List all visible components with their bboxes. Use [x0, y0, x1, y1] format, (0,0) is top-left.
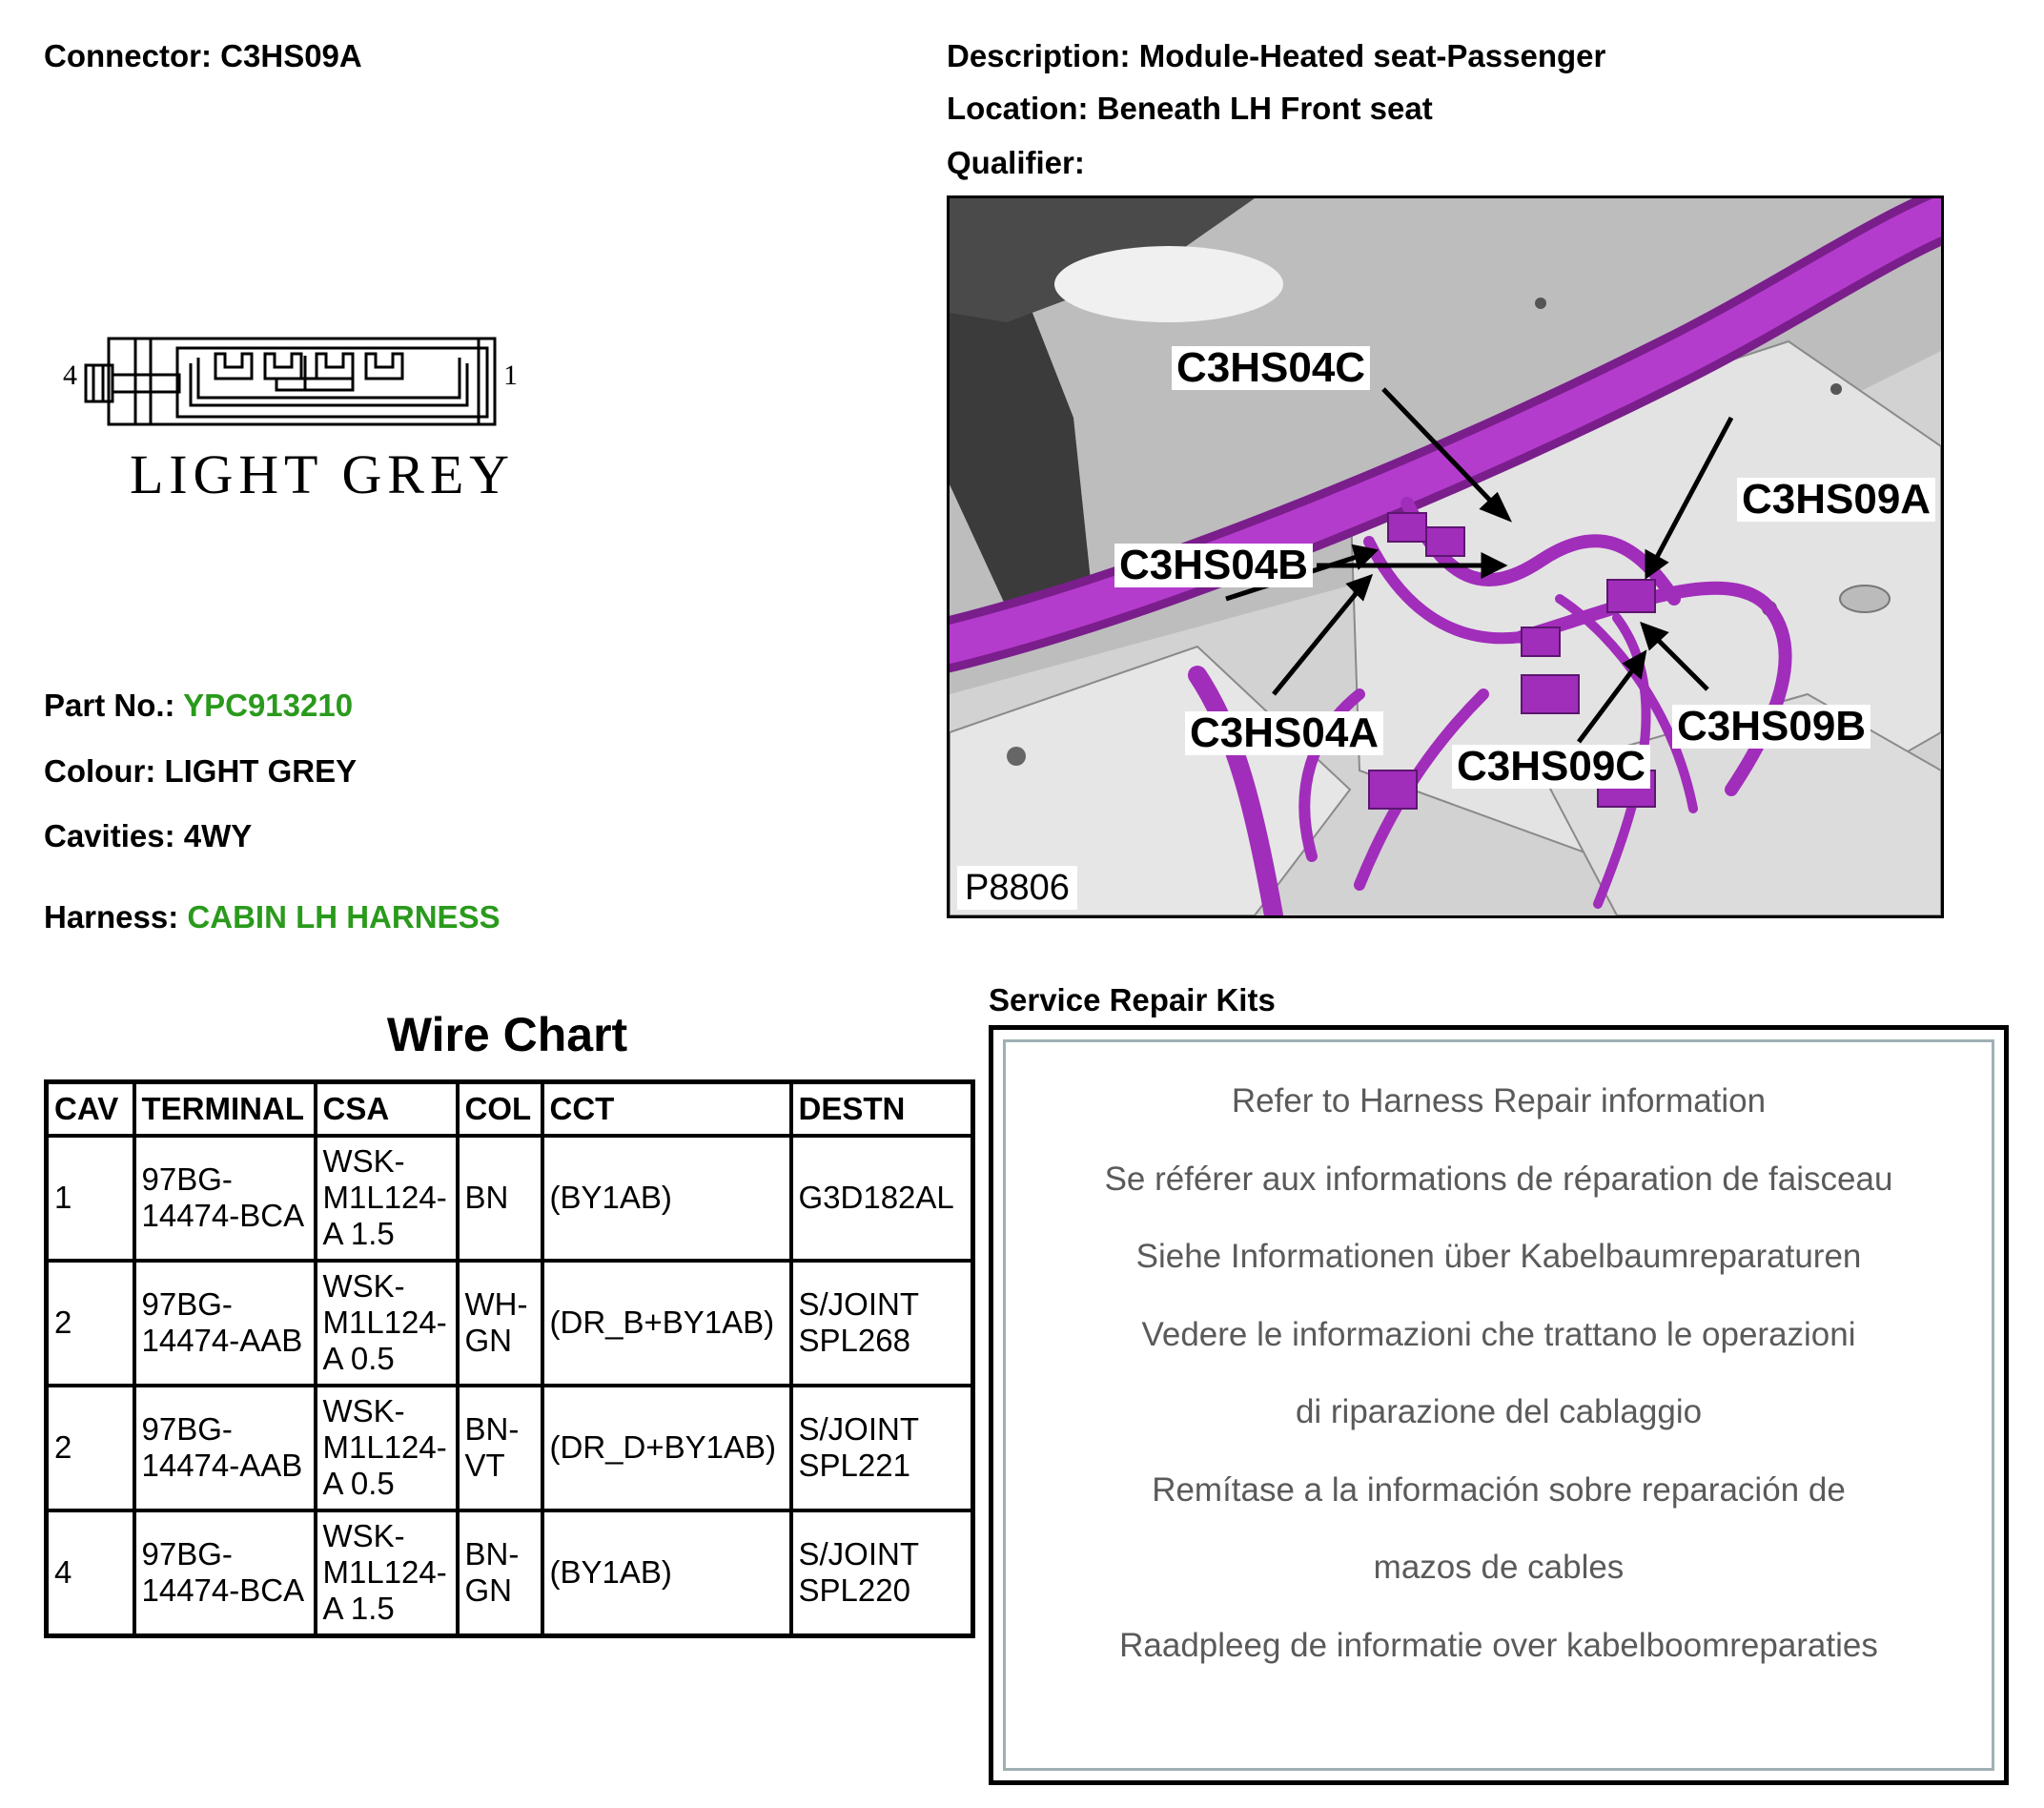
description-line	[947, 38, 1605, 74]
header-destn: DESTN	[791, 1082, 973, 1137]
cell-terminal-line: 97BG-	[141, 1411, 233, 1448]
service-repair-kits-box	[989, 1025, 2009, 1785]
part-number-line	[44, 688, 353, 724]
callout-c3hs09a: C3HS09A	[1737, 478, 1935, 522]
cell-csa-line: M1L124-	[322, 1305, 447, 1341]
harness-line	[44, 899, 501, 935]
cell-col-line: GN	[464, 1323, 512, 1359]
colour-label: Colour:	[44, 753, 156, 789]
connector-label: Connector:	[44, 38, 212, 73]
connector-value: C3HS09A	[220, 38, 362, 73]
table-header-row	[47, 1082, 973, 1137]
cell-csa-line: WSK-	[322, 1143, 405, 1180]
cell-col-line: BN	[464, 1180, 509, 1216]
cavities-line	[44, 818, 252, 854]
colour-value: LIGHT GREY	[164, 753, 358, 789]
cell-csa	[316, 1386, 458, 1510]
cell-terminal	[134, 1386, 316, 1510]
wire-chart-body	[47, 1136, 973, 1636]
cell-terminal-line: 97BG-	[141, 1536, 233, 1572]
cell-cct: (DR_B+BY1AB)	[542, 1261, 791, 1386]
cell-csa-line: A 0.5	[322, 1466, 395, 1502]
table-row	[47, 1261, 973, 1386]
repair-info-line: Siehe Informationen über Kabelbaumreparaturen	[1135, 1238, 1862, 1275]
cell-terminal-line: 14474-AAB	[141, 1448, 303, 1484]
pin-1-label: 1	[503, 360, 518, 391]
cell-col-line: VT	[464, 1448, 505, 1484]
description-label: Description:	[947, 38, 1131, 73]
service-repair-kits-text	[1006, 1079, 1992, 1700]
cell-cav: 1	[47, 1136, 134, 1261]
cell-col	[458, 1136, 542, 1261]
cell-cav: 2	[47, 1261, 134, 1386]
cell-destn	[791, 1261, 973, 1386]
cell-col	[458, 1261, 542, 1386]
cell-csa-line: M1L124-	[322, 1180, 447, 1216]
cell-destn-line: SPL220	[798, 1572, 910, 1609]
harness-link[interactable]: CABIN LH HARNESS	[187, 899, 501, 935]
cell-terminal-line: 14474-AAB	[141, 1323, 303, 1359]
cell-destn-line: SPL268	[798, 1323, 910, 1359]
table-row	[47, 1386, 973, 1510]
table-row	[47, 1136, 973, 1261]
cell-col	[458, 1510, 542, 1636]
callout-c3hs09c: C3HS09C	[1452, 745, 1650, 789]
cell-destn-line: SPL221	[798, 1448, 910, 1484]
cell-terminal-line: 97BG-	[141, 1161, 233, 1198]
harness-illustration	[950, 198, 1941, 915]
cell-terminal	[134, 1136, 316, 1261]
cavities-label: Cavities:	[44, 818, 175, 853]
callout-c3hs04a: C3HS04A	[1185, 711, 1383, 755]
service-repair-kits-panel	[1003, 1039, 1994, 1771]
cell-csa-line: A 1.5	[322, 1216, 395, 1252]
cell-cct: (BY1AB)	[542, 1136, 791, 1261]
qualifier-label: Qualifier:	[947, 145, 1085, 180]
location-line	[947, 91, 1433, 127]
cell-destn	[791, 1136, 973, 1261]
header-terminal: TERMINAL	[134, 1082, 316, 1137]
cell-terminal-line: 97BG-	[141, 1286, 233, 1323]
location-photo	[947, 195, 1944, 918]
repair-info-line: Remítase a la información sobre reparación de	[1152, 1470, 1846, 1509]
cell-destn	[791, 1510, 973, 1636]
cell-csa-line: A 1.5	[322, 1591, 395, 1627]
location-label: Location:	[947, 91, 1089, 126]
header-cav: CAV	[47, 1082, 134, 1137]
cell-destn-line: S/JOINT	[798, 1536, 920, 1572]
wire-chart-title: Wire Chart	[386, 1008, 628, 1061]
cell-destn-line: G3D182AL	[798, 1180, 954, 1216]
cell-col	[458, 1386, 542, 1510]
cell-csa	[316, 1510, 458, 1636]
cell-csa-line: A 0.5	[322, 1341, 395, 1377]
cell-terminal-line: 14474-BCA	[141, 1572, 305, 1609]
cell-terminal-line: 14474-BCA	[141, 1198, 305, 1234]
callout-c3hs09b: C3HS09B	[1672, 705, 1870, 749]
description-value: Module-Heated seat-Passenger	[1138, 38, 1606, 73]
pin-4-label: 4	[63, 360, 77, 391]
cell-terminal	[134, 1261, 316, 1386]
cell-cav: 2	[47, 1386, 134, 1510]
repair-info-line: Raadpleeg de informatie over kabelboomreparaties	[1119, 1626, 1878, 1664]
part-number-link[interactable]: YPC913210	[183, 688, 354, 723]
header-col: COL	[458, 1082, 542, 1137]
cell-csa	[316, 1261, 458, 1386]
repair-info-line: di riparazione del cablaggio	[1295, 1393, 1703, 1430]
cell-csa-line: WSK-	[322, 1518, 405, 1554]
callout-c3hs04c: C3HS04C	[1172, 346, 1370, 390]
cell-terminal	[134, 1510, 316, 1636]
cell-col-line: GN	[464, 1572, 512, 1609]
connector-heading	[44, 38, 362, 74]
figure-id: P8806	[957, 866, 1077, 910]
cell-col-line: WH-	[464, 1286, 528, 1323]
cell-csa-line: M1L124-	[322, 1429, 447, 1466]
cell-csa-line: WSK-	[322, 1393, 405, 1429]
header-cct: CCT	[542, 1082, 791, 1137]
connector-face-diagram	[48, 329, 524, 529]
cavities-value: 4WY	[183, 818, 253, 853]
service-repair-kits-title: Service Repair Kits	[989, 982, 1276, 1017]
header-csa: CSA	[316, 1082, 458, 1137]
cell-csa-line: WSK-	[322, 1268, 405, 1305]
cell-csa-line: M1L124-	[322, 1554, 447, 1591]
connector-color-caption: LIGHT GREY	[130, 443, 509, 505]
part-label: Part No.:	[44, 688, 175, 723]
colour-line	[44, 753, 357, 790]
cell-cct: (BY1AB)	[542, 1510, 791, 1636]
repair-info-line: mazos de cables	[1373, 1549, 1625, 1586]
location-value: Beneath LH Front seat	[1096, 91, 1433, 126]
cell-destn-line: S/JOINT	[798, 1411, 920, 1448]
repair-info-line: Refer to Harness Repair information	[1231, 1082, 1767, 1120]
cell-cav: 4	[47, 1510, 134, 1636]
cell-destn	[791, 1386, 973, 1510]
table-row	[47, 1510, 973, 1636]
repair-info-line: Vedere le informazioni che trattano le operazioni	[1141, 1315, 1856, 1353]
cell-col-line: BN-	[464, 1536, 520, 1572]
wire-chart-table	[44, 1079, 975, 1638]
callout-c3hs04b: C3HS04B	[1114, 544, 1313, 587]
repair-info-line: Se référer aux informations de réparation de faisceau	[1104, 1160, 1893, 1198]
cell-cct: (DR_D+BY1AB)	[542, 1386, 791, 1510]
harness-label: Harness:	[44, 899, 179, 935]
cell-csa	[316, 1136, 458, 1261]
cell-destn-line: S/JOINT	[798, 1286, 920, 1323]
cell-col-line: BN-	[464, 1411, 520, 1448]
qualifier-line	[947, 145, 1085, 181]
